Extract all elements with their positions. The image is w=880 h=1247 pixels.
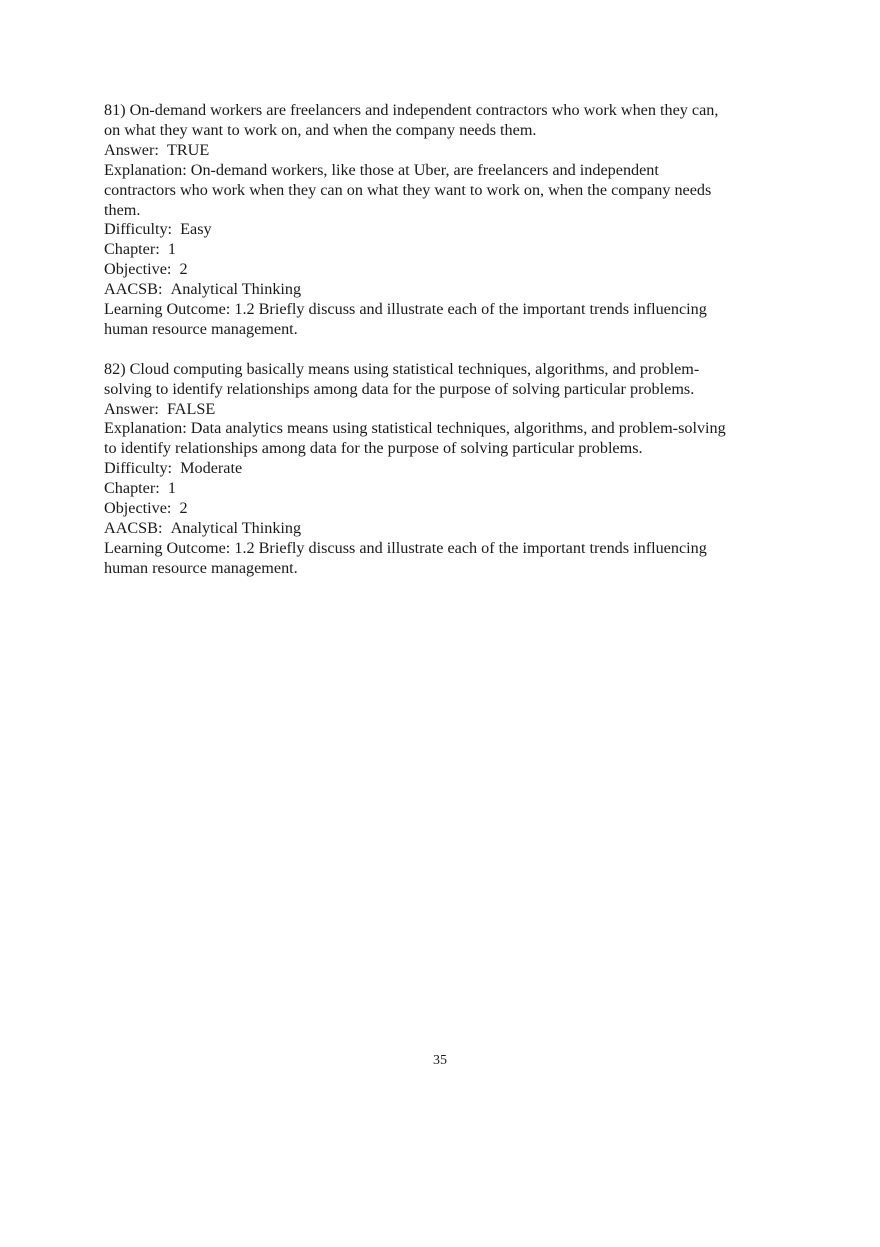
difficulty-label: Difficulty: bbox=[104, 220, 173, 239]
question-text-line: solving to identify relationships among data for the purpose of solving particular problems. bbox=[104, 379, 695, 398]
question-text-line: 81) On-demand workers are freelancers and independent contractors who work when they can, bbox=[104, 101, 719, 119]
question-81-block bbox=[104, 101, 776, 340]
difficulty-value: Easy bbox=[180, 220, 212, 239]
answer-line bbox=[104, 141, 776, 161]
learning-outcome-line: human resource management. bbox=[104, 319, 298, 338]
answer-label: Answer: bbox=[104, 140, 159, 159]
aacsb-line bbox=[104, 280, 776, 300]
question-82-block bbox=[104, 360, 776, 579]
objective-line bbox=[104, 499, 776, 519]
aacsb-value: Analytical Thinking bbox=[170, 519, 302, 538]
aacsb-line bbox=[104, 519, 776, 539]
explanation-line: them. bbox=[104, 200, 141, 219]
page-number: 35 bbox=[433, 1053, 447, 1068]
chapter-label: Chapter: bbox=[104, 240, 160, 259]
difficulty-value: Moderate bbox=[180, 459, 243, 478]
objective-value: 2 bbox=[179, 260, 188, 279]
chapter-value: 1 bbox=[167, 240, 176, 259]
objective-value: 2 bbox=[179, 499, 188, 518]
page-content bbox=[104, 101, 776, 579]
answer-value: TRUE bbox=[166, 140, 210, 159]
chapter-value: 1 bbox=[167, 479, 176, 498]
answer-line bbox=[104, 400, 776, 420]
chapter-label: Chapter: bbox=[104, 479, 160, 498]
question-text-line: 82) Cloud computing basically means using statistical techniques, algorithms, and problem- bbox=[104, 359, 700, 378]
objective-line bbox=[104, 260, 776, 280]
objective-label: Objective: bbox=[104, 499, 172, 518]
objective-label: Objective: bbox=[104, 260, 172, 279]
chapter-line bbox=[104, 240, 776, 260]
question-text-line: on what they want to work on, and when the company needs them. bbox=[104, 120, 537, 139]
explanation-line: to identify relationships among data for the purpose of solving particular problems. bbox=[104, 439, 643, 458]
difficulty-line bbox=[104, 220, 776, 240]
learning-outcome-line: Learning Outcome: 1.2 Briefly discuss and illustrate each of the important trends influencing bbox=[104, 538, 707, 557]
difficulty-label: Difficulty: bbox=[104, 459, 173, 478]
answer-value: FALSE bbox=[166, 399, 216, 418]
explanation-line: Explanation: Data analytics means using statistical techniques, algorithms, and problem-solving bbox=[104, 419, 726, 438]
aacsb-label: AACSB: bbox=[104, 280, 163, 299]
learning-outcome-line: human resource management. bbox=[104, 558, 298, 577]
aacsb-value: Analytical Thinking bbox=[170, 280, 302, 299]
chapter-line bbox=[104, 479, 776, 499]
explanation-line: contractors who work when they can on what they want to work on, when the company needs bbox=[104, 180, 712, 199]
learning-outcome-line: Learning Outcome: 1.2 Briefly discuss and illustrate each of the important trends influencing bbox=[104, 300, 707, 319]
answer-label: Answer: bbox=[104, 399, 159, 418]
explanation-line: Explanation: On-demand workers, like those at Uber, are freelancers and independent bbox=[104, 160, 659, 179]
aacsb-label: AACSB: bbox=[104, 519, 163, 538]
difficulty-line bbox=[104, 459, 776, 479]
